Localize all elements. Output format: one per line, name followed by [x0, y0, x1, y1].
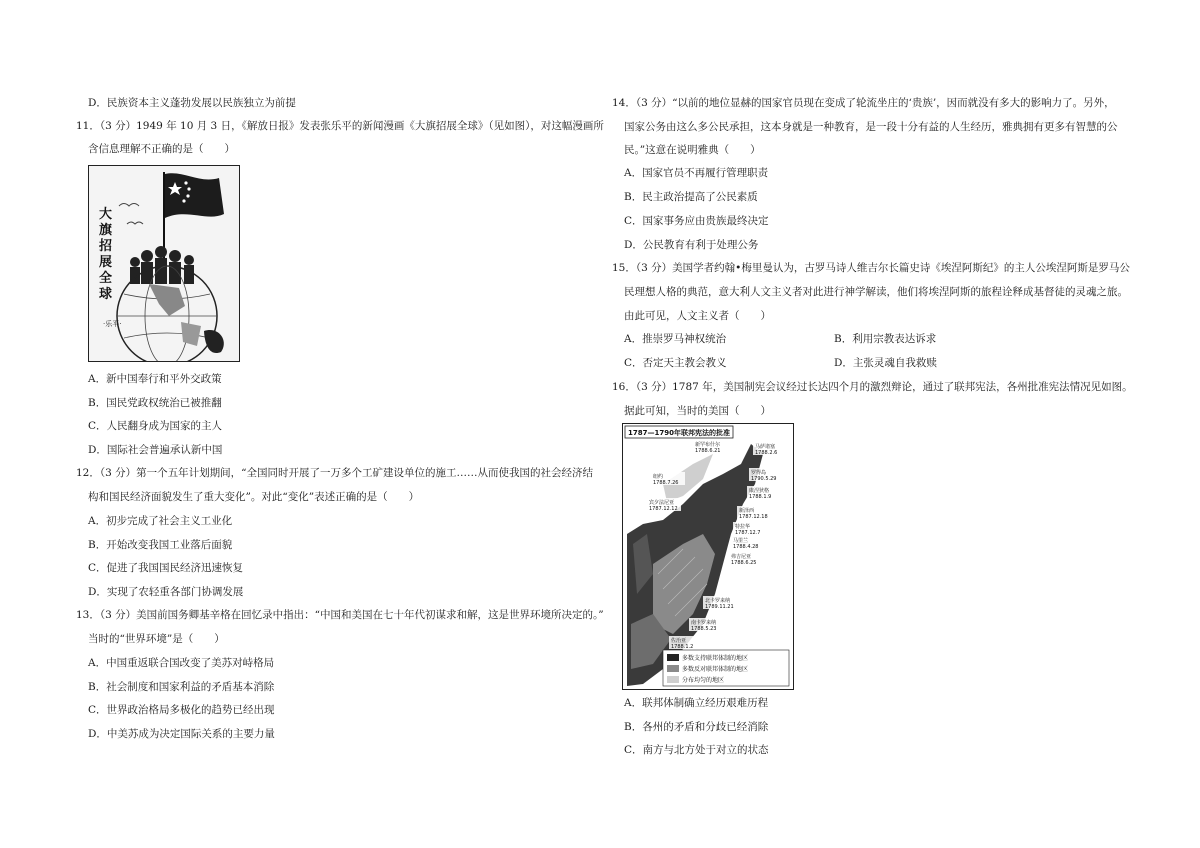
q13-option-c: C．世界政治格局多极化的趋势已经出现 — [88, 704, 275, 716]
cartoon-title-char-5: 全 — [99, 271, 113, 286]
cartoon-title-char-6: 球 — [99, 287, 113, 302]
q11-stem-line-1: 11．（3 分）1949 年 10 月 3 日，《解放日报》发表张乐平的新闻漫画《大旗招展全球》（见如图），对这幅漫画所 — [76, 120, 604, 132]
q14-stem-line-1: 14．（3 分）“以前的地位显赫的国家官员现在变成了轮流坐庄的‘贵族’，因而就没有多大的影响力了。另外， — [612, 97, 1115, 109]
map-state-name: 南卡罗来纳 — [691, 620, 717, 626]
q16-stem-line-1: 16．（3 分）1787 年，美国制宪会议经过长达四个月的激烈辩论，通过了联邦宪法，各州批准宪法情况见如图。 — [612, 381, 1133, 393]
q13-stem-line-2: 当时的“世界环境”是（ ） — [88, 633, 225, 645]
map-state-name: 马萨诸塞 — [755, 444, 776, 450]
legend-oppose: 多数反对联邦体制的地区 — [682, 666, 749, 673]
q14-option-c: C．国家事务应由贵族最终决定 — [624, 215, 769, 227]
map-state-date: 1788.5.23 — [691, 626, 717, 632]
map-state-name: 特拉华 — [735, 524, 751, 530]
legend-swatch-oppose — [667, 665, 679, 672]
map-state-name: 弗吉尼亚 — [731, 554, 752, 560]
q12-option-b: B．开始改变我国工业落后面貌 — [88, 539, 233, 551]
legend-mixed: 分布均匀的地区 — [682, 677, 725, 684]
map-state-date: 1788.4.28 — [733, 544, 759, 550]
q13-option-d: D．中美苏成为决定国际关系的主要力量 — [88, 728, 275, 740]
q15-option-a: A．推崇罗马神权统治 — [624, 333, 727, 345]
q15-option-d: D．主张灵魂自我救赎 — [834, 357, 937, 369]
q16-option-a: A．联邦体制确立经历艰难历程 — [624, 697, 769, 709]
map-state-date: 1787.12.18 — [739, 514, 768, 520]
ratification-map — [623, 424, 793, 689]
q15-option-c: C．否定天主教会教义 — [624, 357, 727, 369]
map-state-date: 1788.1.2 — [671, 644, 694, 650]
q15-stem-line-2: 民理想人格的典范，意大利人文主义者对此进行神学解读，他们将埃涅阿斯的旅程诠释成基督徒的灵魂之旅。 — [624, 286, 1128, 298]
legend-swatch-mixed — [667, 676, 679, 683]
q13-stem-line-1: 13．（3 分）美国前国务卿基辛格在回忆录中指出：“中国和美国在七十年代初谋求和解，这是世界环境所决定的。” — [76, 609, 604, 621]
cartoon-title-char-4: 展 — [99, 255, 113, 270]
q12-option-d: D．实现了农轻重各部门协调发展 — [88, 586, 244, 598]
map-state-date: 1788.6.21 — [695, 448, 721, 454]
map-state-name: 新泽西 — [739, 508, 755, 514]
map-state-date: 1788.2.6 — [755, 450, 778, 456]
map-state-name: 罗得岛 — [751, 470, 767, 476]
q15-stem-line-3: 由此可见，人文主义者（ ） — [624, 310, 771, 322]
q15-option-b: B．利用宗教表达诉求 — [834, 333, 937, 345]
map-state-name: 康涅狄格 — [749, 488, 770, 494]
q14-stem-line-3: 民。”这意在说明雅典（ ） — [624, 144, 761, 156]
map-state-name: 北卡罗来纳 — [705, 598, 731, 604]
q16-map-figure — [622, 423, 794, 690]
map-state-date: 1787.12.7 — [735, 530, 761, 536]
q16-option-b: B．各州的矛盾和分歧已经消除 — [624, 721, 769, 733]
map-state-date: 1790.5.29 — [751, 476, 777, 482]
q13-option-b: B．社会制度和国家利益的矛盾基本消除 — [88, 681, 275, 693]
q16-option-c: C．南方与北方处于对立的状态 — [624, 744, 769, 756]
map-state-name: 纽约 — [653, 474, 664, 480]
q14-option-b: B．民主政治提高了公民素质 — [624, 191, 758, 203]
q14-stem-line-2: 国家公务由这么多公民承担，这本身就是一种教育，是一段十分有益的人生经历，雅典拥有更多有智慧的公 — [624, 121, 1118, 133]
cartoon-signature: ·乐平· — [103, 320, 122, 328]
q11-option-d: D．国际社会普遍承认新中国 — [88, 444, 223, 456]
map-state-name: 马里兰 — [733, 538, 749, 544]
map-legend — [663, 650, 789, 686]
q12-option-c: C．促进了我国国民经济迅速恢复 — [88, 562, 244, 574]
q12-stem-line-2: 构和国民经济面貌发生了重大变化”。对此“变化”表述正确的是（ ） — [88, 491, 420, 503]
map-state-date: 1788.6.25 — [731, 560, 757, 566]
q11-cartoon-figure — [88, 165, 240, 362]
q14-option-d: D．公民教育有利于处理公务 — [624, 239, 759, 251]
map-title: 1787—1790年联邦宪法的批准 — [628, 429, 730, 437]
q15-stem-line-1: 15．（3 分）美国学者约翰•梅里曼认为，古罗马诗人维吉尔长篇史诗《埃涅阿斯纪》的主人公埃涅阿斯是罗马公 — [612, 262, 1130, 274]
map-state-date: 1788.7.26 — [653, 480, 679, 486]
map-state-name: 宾夕法尼亚 — [649, 500, 675, 506]
q13-option-a: A．中国重返联合国改变了美苏对峙格局 — [88, 657, 275, 669]
cartoon-illustration — [89, 166, 239, 361]
q16-stem-line-2: 据此可知，当时的美国（ ） — [624, 405, 771, 417]
legend-swatch-support — [667, 654, 679, 661]
q11-stem-line-2: 含信息理解不正确的是（ ） — [88, 143, 235, 155]
cartoon-title-char-3: 招 — [99, 239, 113, 254]
map-state-date: 1788.1.9 — [749, 494, 772, 500]
q14-option-a: A．国家官员不再履行管理职责 — [624, 167, 769, 179]
legend-support: 多数支持联邦体制的地区 — [682, 655, 749, 662]
map-state-name: 佐治亚 — [671, 638, 687, 644]
cartoon-title-char-1: 大 — [99, 207, 113, 222]
map-state-name: 新罕布什尔 — [695, 442, 721, 448]
q12-option-a: A．初步完成了社会主义工业化 — [88, 515, 233, 527]
q12-stem-line-1: 12．（3 分）第一个五年计划期间，“全国同时开展了一万多个工矿建设单位的施工……从而使我国的社会经济结 — [76, 467, 593, 479]
map-state-date: 1787.12.12 — [649, 506, 678, 512]
map-state-date: 1789.11.21 — [705, 604, 734, 610]
q11-option-a: A．新中国奉行和平外交政策 — [88, 373, 222, 385]
q11-option-c: C．人民翻身成为国家的主人 — [88, 420, 223, 432]
q10-option-d: D．民族资本主义蓬勃发展以民族独立为前提 — [88, 97, 296, 109]
q11-option-b: B．国民党政权统治已被推翻 — [88, 397, 222, 409]
cartoon-title-char-2: 旗 — [99, 223, 113, 238]
